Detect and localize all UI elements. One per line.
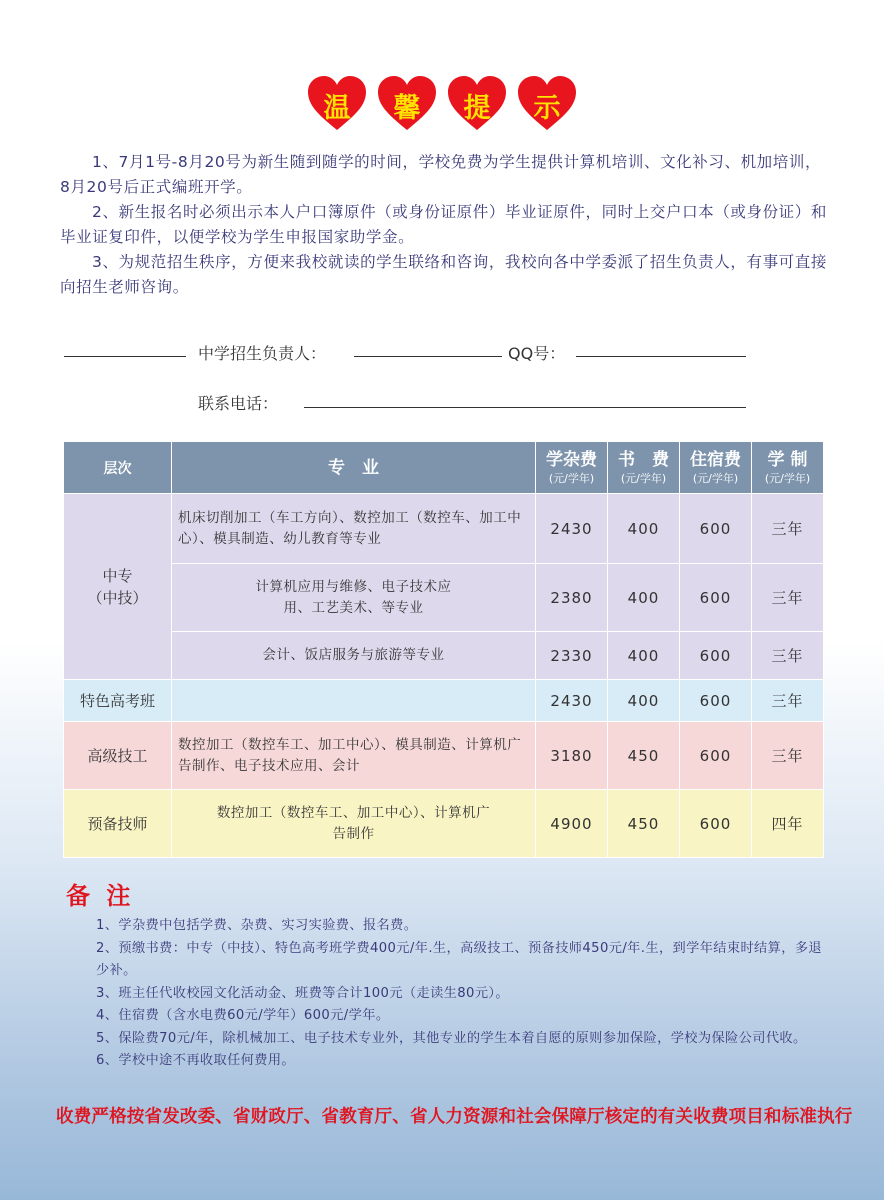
- phone-label: 联系电话：: [198, 394, 279, 413]
- header-system: 学 制 (元/学年): [752, 442, 824, 494]
- book-cell: 400: [608, 632, 680, 680]
- remark-item: 5、保险费70元/年，除机械加工、电子技术专业外，其他专业的学生本着自愿的原则参加保险，学校为保险公司代收。: [96, 1030, 807, 1046]
- contact-label: 中学招生负责人：: [198, 344, 327, 363]
- major-cell: 计算机应用与维修、电子技术应用、工艺美术、等专业: [172, 564, 536, 632]
- book-cell: 400: [608, 680, 680, 722]
- table-row: [64, 680, 824, 722]
- major-cell: 机床切削加工（车工方向）、数控加工（数控车、加工中心）、模具制造、幼儿教育等专业: [172, 494, 536, 564]
- book-cell: 450: [608, 722, 680, 790]
- tuition-cell: 3180: [536, 722, 608, 790]
- major-cell: 数控加工（数控车工、加工中心）、计算机广告制作: [172, 790, 536, 858]
- heart-icon: [446, 74, 508, 132]
- major-cell: 数控加工（数控车工、加工中心）、模具制造、计算机广告制作、电子技术应用、会计: [172, 722, 536, 790]
- qq-label: QQ号：: [508, 344, 566, 363]
- header-level: 层次: [64, 442, 172, 494]
- title-char: 馨: [393, 93, 421, 124]
- header-dorm: 住宿费 (元/学年): [680, 442, 752, 494]
- table-row: [64, 494, 824, 564]
- remark-item: 3、班主任代收校园文化活动金、班费等合计100元（走读生80元）。: [96, 985, 510, 1001]
- dorm-cell: 600: [680, 564, 752, 632]
- title-char: 示: [533, 93, 561, 124]
- level-cell: 中专 （中技）: [64, 494, 172, 680]
- system-cell: 三年: [752, 564, 824, 632]
- remark-item: 4、住宿费（含水电费60元/学年）600元/学年。: [96, 1008, 390, 1023]
- table-row: [64, 722, 824, 790]
- system-cell: 三年: [752, 680, 824, 722]
- dorm-cell: 600: [680, 790, 752, 858]
- heart-icon: [376, 74, 438, 132]
- dorm-cell: 600: [680, 722, 752, 790]
- level-cell: 预备技师: [64, 790, 172, 858]
- remark-item: 2、预缴书费：中专（中技）、特色高考班学费400元/年.生，高级技工、预备技师450元/年.生，到学年结束时结算，多退少补。: [96, 940, 822, 978]
- remarks-list: [96, 915, 826, 1073]
- book-cell: 400: [608, 494, 680, 564]
- dorm-cell: 600: [680, 494, 752, 564]
- intro-item: 1、7月1号-8月20号为新生随到随学的时间，学校免费为学生提供计算机培训、文化补习、机加培训，8月20号后正式编班开学。: [60, 153, 822, 196]
- tuition-cell: 2380: [536, 564, 608, 632]
- level-cell: 高级技工: [64, 722, 172, 790]
- table-row: [64, 632, 824, 680]
- contact-blank: [354, 356, 502, 357]
- system-cell: 三年: [752, 632, 824, 680]
- phone-blank: [304, 407, 746, 408]
- remark-item: 6、学校中途不再收取任何费用。: [96, 1053, 296, 1068]
- title-char: 温: [323, 93, 351, 124]
- system-cell: 四年: [752, 790, 824, 858]
- book-cell: 400: [608, 564, 680, 632]
- qq-blank: [576, 356, 746, 357]
- remarks-title: 备 注: [66, 882, 135, 910]
- header-major: 专 业: [172, 442, 536, 494]
- tuition-cell: 2430: [536, 680, 608, 722]
- table-row: [64, 564, 824, 632]
- header-tuition: 学杂费 (元/学年): [536, 442, 608, 494]
- dorm-cell: 600: [680, 680, 752, 722]
- system-cell: 三年: [752, 494, 824, 564]
- dorm-cell: 600: [680, 632, 752, 680]
- table-row: [64, 790, 824, 858]
- intro-notes: [60, 150, 830, 300]
- intro-item: 2、新生报名时必须出示本人户口簿原件（或身份证原件）毕业证原件，同时上交户口本（或身份证）和毕业证复印件，以便学校为学生申报国家助学金。: [60, 203, 827, 246]
- footer-notice: 收费严格按省发改委、省财政厅、省教育厅、省人力资源和社会保障厅核定的有关收费项目和标准执行: [56, 1107, 853, 1127]
- tuition-cell: 2430: [536, 494, 608, 564]
- level-cell: 特色高考班: [64, 680, 172, 722]
- remark-item: 1、学杂费中包括学费、杂费、实习实验费、报名费。: [96, 918, 418, 933]
- major-cell: 会计、饭店服务与旅游等专业: [172, 632, 536, 680]
- header-book: 书 费 (元/学年): [608, 442, 680, 494]
- blank-line: [64, 356, 186, 357]
- fee-table: [63, 441, 824, 858]
- book-cell: 450: [608, 790, 680, 858]
- table-header-row: [64, 442, 824, 494]
- tuition-cell: 4900: [536, 790, 608, 858]
- heart-icon: [516, 74, 578, 132]
- system-cell: 三年: [752, 722, 824, 790]
- tuition-cell: 2330: [536, 632, 608, 680]
- intro-item: 3、为规范招生秩序，方便来我校就读的学生联络和咨询，我校向各中学委派了招生负责人，有事可直接向招生老师咨询。: [60, 253, 827, 296]
- title-hearts: [306, 74, 578, 132]
- heart-icon: [306, 74, 368, 132]
- title-char: 提: [463, 93, 491, 124]
- major-cell: [172, 680, 536, 722]
